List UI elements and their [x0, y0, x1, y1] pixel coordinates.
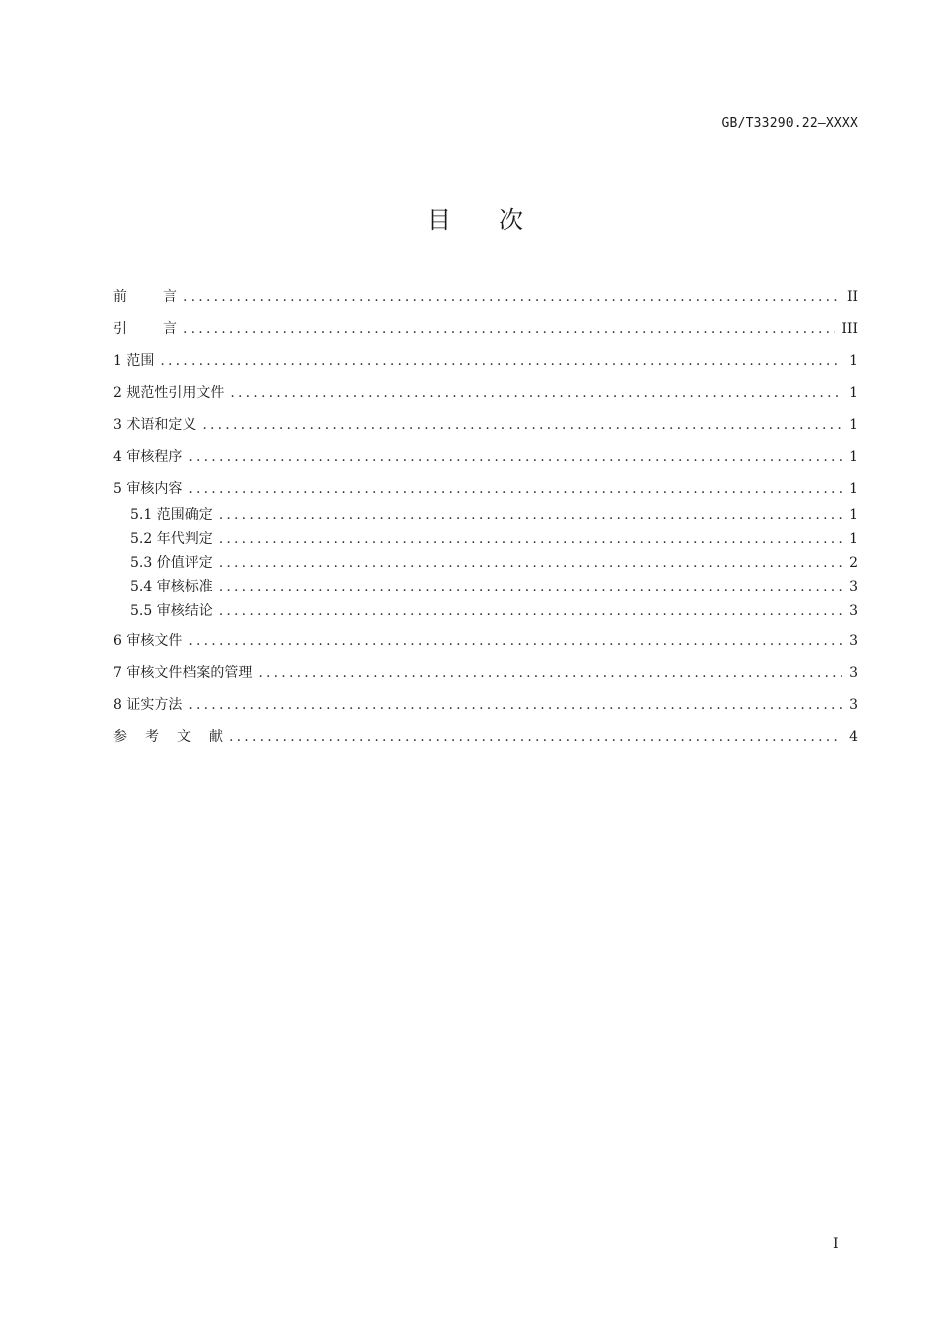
toc-dot-leader	[188, 695, 842, 715]
toc-dot-leader	[183, 319, 835, 339]
toc-entry[interactable]	[113, 553, 858, 573]
toc-entry[interactable]	[113, 447, 858, 467]
toc-dot-leader	[219, 577, 842, 597]
toc-entry-page: 3	[849, 697, 858, 713]
page-number: I	[833, 1236, 839, 1252]
table-of-contents	[113, 287, 858, 747]
toc-entry-page: 1	[849, 481, 858, 497]
toc-dot-leader	[202, 415, 842, 435]
toc-entry[interactable]	[113, 577, 858, 597]
toc-entry-label: 5.1 范围确定	[130, 507, 213, 523]
document-code: GB/T33290.22—XXXX	[721, 116, 858, 131]
toc-entry[interactable]	[113, 727, 858, 747]
toc-entry[interactable]	[113, 663, 858, 683]
toc-dot-leader	[188, 447, 842, 467]
toc-entry-label: 5.2 年代判定	[130, 531, 213, 547]
toc-entry[interactable]	[113, 351, 858, 371]
toc-entry[interactable]	[113, 631, 858, 651]
toc-entry-page: III	[841, 321, 858, 337]
toc-entry-page: 1	[849, 353, 858, 369]
toc-dot-leader	[219, 601, 842, 621]
toc-dot-leader	[160, 351, 842, 371]
toc-entry-page: 2	[849, 555, 858, 571]
toc-entry-label: 6 审核文件	[113, 633, 183, 649]
toc-entry-page: II	[846, 289, 858, 305]
toc-dot-leader	[219, 529, 842, 549]
toc-entry-label: 前言	[113, 289, 213, 305]
toc-entry[interactable]	[113, 319, 858, 339]
toc-entry-page: 4	[849, 729, 858, 745]
toc-dot-leader	[183, 287, 841, 307]
toc-entry-label: 4 审核程序	[113, 449, 183, 465]
toc-dot-leader	[229, 727, 842, 747]
toc-entry-label: 2 规范性引用文件	[113, 385, 225, 401]
toc-title: 目次	[427, 206, 571, 234]
toc-entry-label: 5.5 审核结论	[130, 603, 213, 619]
toc-entry-label: 5.4 审核标准	[130, 579, 213, 595]
toc-dot-leader	[258, 663, 842, 683]
toc-dot-leader	[230, 383, 842, 403]
toc-entry-label: 引言	[113, 321, 213, 337]
toc-entry[interactable]	[113, 415, 858, 435]
toc-entry-label: 8 证实方法	[113, 697, 183, 713]
toc-entry-page: 1	[849, 531, 858, 547]
toc-dot-leader	[188, 479, 842, 499]
toc-entry-page: 1	[849, 449, 858, 465]
toc-entry[interactable]	[113, 505, 858, 525]
toc-entry[interactable]	[113, 601, 858, 621]
toc-entry-label: 5.3 价值评定	[130, 555, 213, 571]
toc-entry-page: 3	[849, 633, 858, 649]
toc-entry-label: 参考文献	[113, 729, 241, 745]
toc-entry-label: 3 术语和定义	[113, 417, 197, 433]
toc-entry-label: 1 范围	[113, 353, 155, 369]
toc-dot-leader	[188, 631, 842, 651]
toc-entry-label: 5 审核内容	[113, 481, 183, 497]
toc-entry-page: 1	[849, 385, 858, 401]
toc-entry-page: 1	[849, 507, 858, 523]
toc-dot-leader	[219, 553, 842, 573]
toc-entry[interactable]	[113, 695, 858, 715]
toc-entry-label: 7 审核文件档案的管理	[113, 665, 253, 681]
toc-entry-page: 3	[849, 665, 858, 681]
toc-entry[interactable]	[113, 287, 858, 307]
toc-entry-page: 1	[849, 417, 858, 433]
toc-entry[interactable]	[113, 529, 858, 549]
toc-entry[interactable]	[113, 383, 858, 403]
toc-entry-page: 3	[849, 603, 858, 619]
toc-entry[interactable]	[113, 479, 858, 499]
toc-entry-page: 3	[849, 579, 858, 595]
toc-dot-leader	[219, 505, 842, 525]
